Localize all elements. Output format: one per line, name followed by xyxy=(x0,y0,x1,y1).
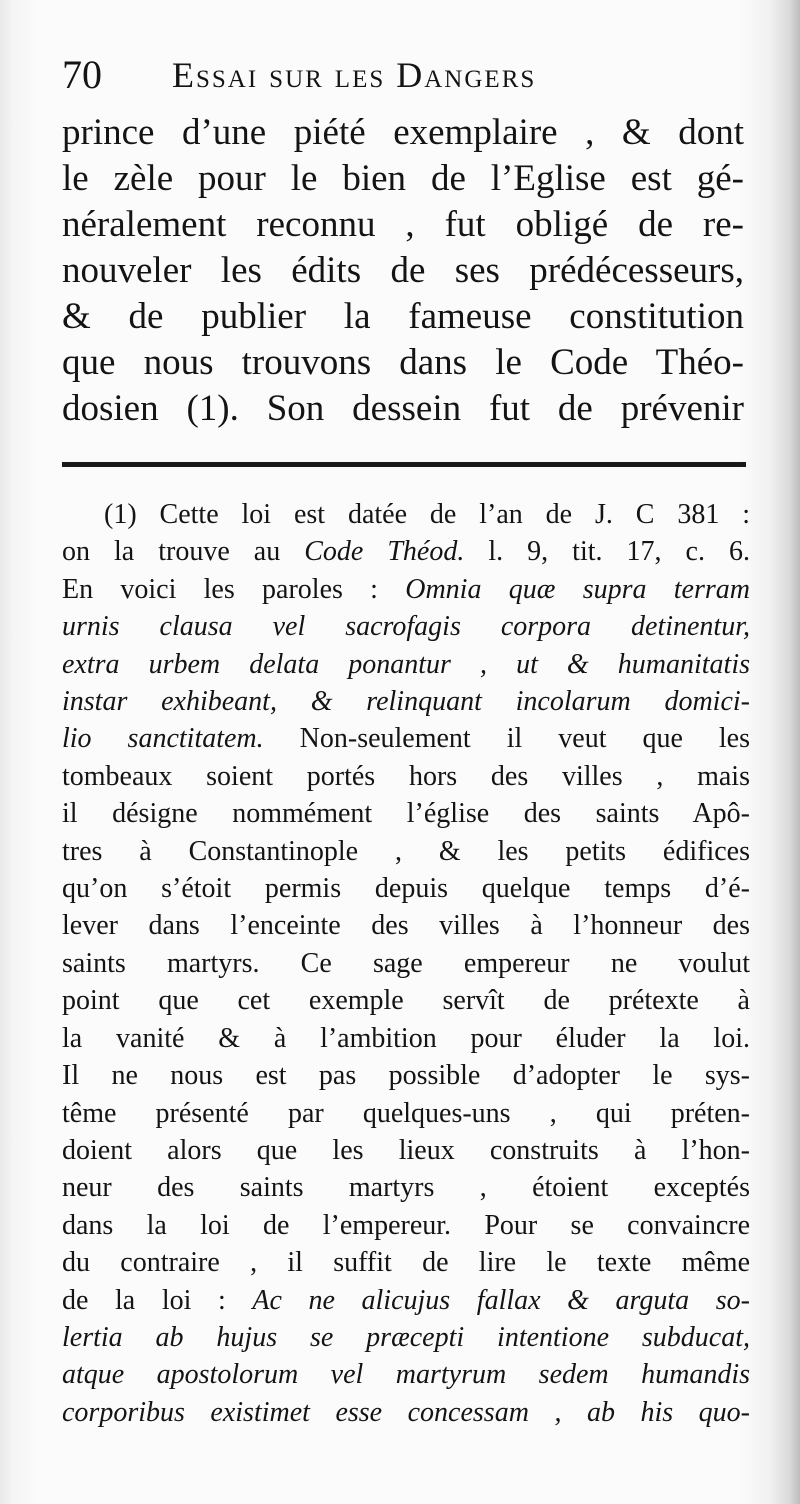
main-text-line: néralement reconnu , fut obligé de re- xyxy=(62,204,744,245)
footnote-line: tême présenté par quelques-uns , qui préten- xyxy=(62,1097,750,1129)
footnote-line: neur des saints martyrs , étoient exceptés xyxy=(62,1172,750,1204)
main-text-line: prince d’une piété exemplaire , & dont xyxy=(62,112,744,153)
main-text-line: & de publier la fameuse constitution xyxy=(62,296,744,337)
footnote-latin-line: instar exhibeant, & relinquant incolarum domici- xyxy=(62,686,750,718)
footnote-line: qu’on s’étoit permis depuis quelque temps d’é- xyxy=(62,873,750,905)
footnote-latin-quote: Omnia quæ supra terram xyxy=(405,573,750,605)
footnote-latin-line: extra urbem delata ponantur , ut & humanitatis xyxy=(62,648,750,680)
running-head xyxy=(62,52,742,98)
footnote-citation-italic: Code Théod. xyxy=(304,536,465,568)
footnote-line xyxy=(62,1282,750,1319)
main-text-line: dosien (1). Son dessein fut de prévenir xyxy=(62,388,744,429)
footnote-line: doient alors que les lieux construits à l’hon- xyxy=(62,1134,750,1166)
main-text-block xyxy=(62,110,744,432)
footnote-line xyxy=(62,720,750,757)
footnote-latin-line: atque apostolorum vel martyrum sedem humandis xyxy=(62,1359,750,1391)
footnote-line xyxy=(62,571,750,608)
footnote-latin-quote: Ac ne alicujus fallax & arguta so- xyxy=(252,1284,750,1316)
footnote-line: tres à Constantinople , & les petits édifices xyxy=(62,835,750,867)
footnote-text: Non-seulement il veut que les xyxy=(263,723,751,755)
footnote-line: la vanité & à l’ambition pour éluder la loi. xyxy=(62,1022,750,1054)
footnote-separator-rule xyxy=(62,462,746,467)
main-text-line: que nous trouvons dans le Code Théo- xyxy=(62,342,744,383)
footnote-line: saints martyrs. Ce sage empereur ne voulut xyxy=(62,947,750,979)
footnote-line: tombeaux soient portés hors des villes , mais xyxy=(62,760,750,792)
footnote-text: l. 9, tit. 17, c. 6. xyxy=(464,536,750,568)
page-number: 70 xyxy=(62,52,102,97)
footnote-text: En voici les paroles : xyxy=(62,573,406,605)
footnote-line: (1) Cette loi est datée de l’an de J. C 381 : xyxy=(104,499,750,530)
footnote-line xyxy=(62,533,750,570)
footnote-text: on la trouve au xyxy=(62,536,305,568)
footnote-latin-quote: lio sanctitatem. xyxy=(62,723,264,755)
footnote-line: dans la loi de l’empereur. Pour se convaincre xyxy=(62,1209,750,1241)
main-text-line: nouveler les édits de ses prédécesseurs, xyxy=(62,250,744,291)
footnote-text: de la loi : xyxy=(62,1284,253,1316)
footnote-latin-line: urnis clausa vel sacrofagis corpora detinentur, xyxy=(62,611,750,643)
footnote-line: point que cet exemple servît de prétexte à xyxy=(62,985,750,1017)
footnote-line: Il ne nous est pas possible d’adopter le sys- xyxy=(62,1060,750,1092)
footnote-latin-line: corporibus existimet esse concessam , ab his quo- xyxy=(62,1396,750,1428)
running-title: Essai sur les Dangers xyxy=(172,55,537,95)
main-text-line: le zèle pour le bien de l’Eglise est gé- xyxy=(62,158,744,199)
footnote-latin-line: lertia ab hujus se præcepti intentione subducat, xyxy=(62,1321,750,1353)
footnote-line: lever dans l’enceinte des villes à l’honneur des xyxy=(62,910,750,942)
footnote-line: du contraire , il suffit de lire le texte même xyxy=(62,1247,750,1279)
footnote-line: il désigne nommément l’église des saints Apô- xyxy=(62,798,750,830)
footnote-block xyxy=(62,496,750,1431)
